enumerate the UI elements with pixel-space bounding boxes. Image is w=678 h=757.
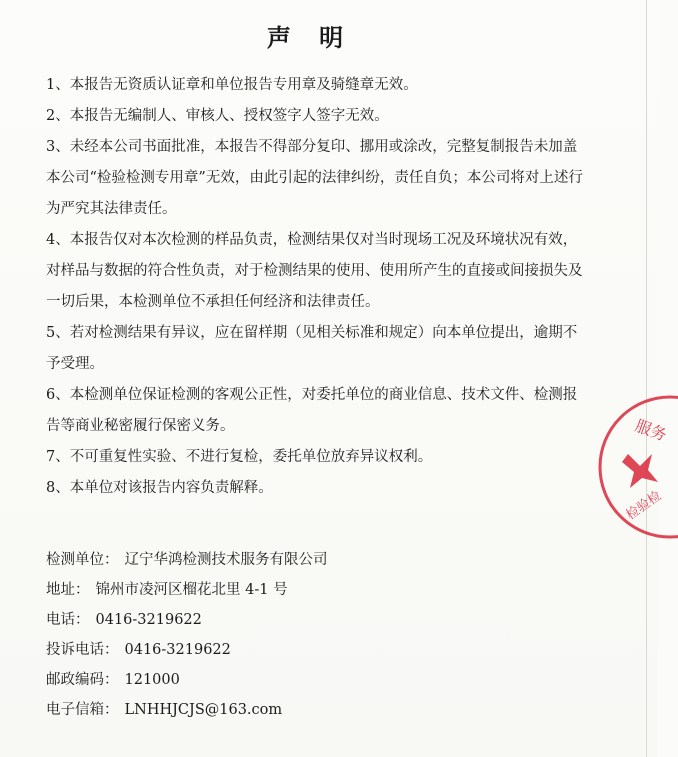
clause-8: 8、本单位对该报告内容负责解释。 — [46, 480, 273, 496]
clause-3: 3、未经本公司书面批准，本报告不得部分复印、挪用或涂改，完整复制报告未加盖本公司“检验检测专用章”无效，由此引起的法律纠纷，责任自负；本公司将对上述行为严究其法律责任。 — [46, 139, 583, 217]
contact-value: 辽宁华鸿检测技术服务有限公司 — [124, 552, 328, 568]
clause-6: 6、本检测单位保证检测的客观公正性，对委托单位的商业信息、技术文件、检测报告等商业秘密履行保密义务。 — [46, 387, 578, 434]
page-title: 声 明 — [266, 23, 354, 52]
statement-clauses — [46, 70, 586, 504]
contact-info — [46, 545, 586, 725]
contact-row-complaint-phone — [46, 635, 586, 665]
clause-5: 5、若对检测结果有异议，应在留样期（见相关标准和规定）向本单位提出，逾期不予受理。 — [46, 325, 578, 372]
stamp-text-bottom: 检验检 — [623, 488, 665, 524]
contact-label: 电子信箱： — [46, 702, 119, 718]
contact-label: 电话： — [46, 612, 90, 628]
star-icon — [622, 454, 658, 488]
contact-label: 邮政编码： — [46, 672, 119, 688]
contact-label: 地址： — [46, 582, 90, 598]
contact-value: 121000 — [124, 672, 180, 688]
contact-label: 投诉电话： — [46, 642, 119, 658]
clause-2: 2、本报告无编制人、审核人、授权签字人签字无效。 — [46, 108, 389, 124]
clause-4: 4、本报告仅对本次检测的样品负责，检测结果仅对当时现场工况及环境状况有效，对样品与数据的符合性负责，对于检测结果的使用、使用所产生的直接或间接损失及一切后果，本检测单位不承担任何经济和法律责任。 — [46, 232, 583, 310]
contact-row-phone — [46, 605, 586, 635]
official-seal-stamp — [618, 392, 678, 542]
contact-value: 0416-3219622 — [124, 642, 231, 658]
contact-value: LNHHJCJS@163.com — [124, 702, 283, 718]
page-edge-divider — [646, 0, 647, 757]
contact-value: 0416-3219622 — [95, 612, 202, 628]
clause-1: 1、本报告无资质认证章和单位报告专用章及骑缝章无效。 — [46, 77, 418, 93]
contact-value: 锦州市凌河区榴花北里 4-1 号 — [95, 582, 288, 598]
contact-label: 检测单位： — [46, 552, 119, 568]
contact-row-unit — [46, 545, 586, 575]
clause-7: 7、不可重复性实验、不进行复检，委托单位放弃异议权利。 — [46, 449, 433, 465]
contact-row-postcode — [46, 665, 586, 695]
contact-row-address — [46, 575, 586, 605]
contact-row-email — [46, 695, 586, 725]
stamp-text-top: 服务 — [632, 415, 670, 445]
